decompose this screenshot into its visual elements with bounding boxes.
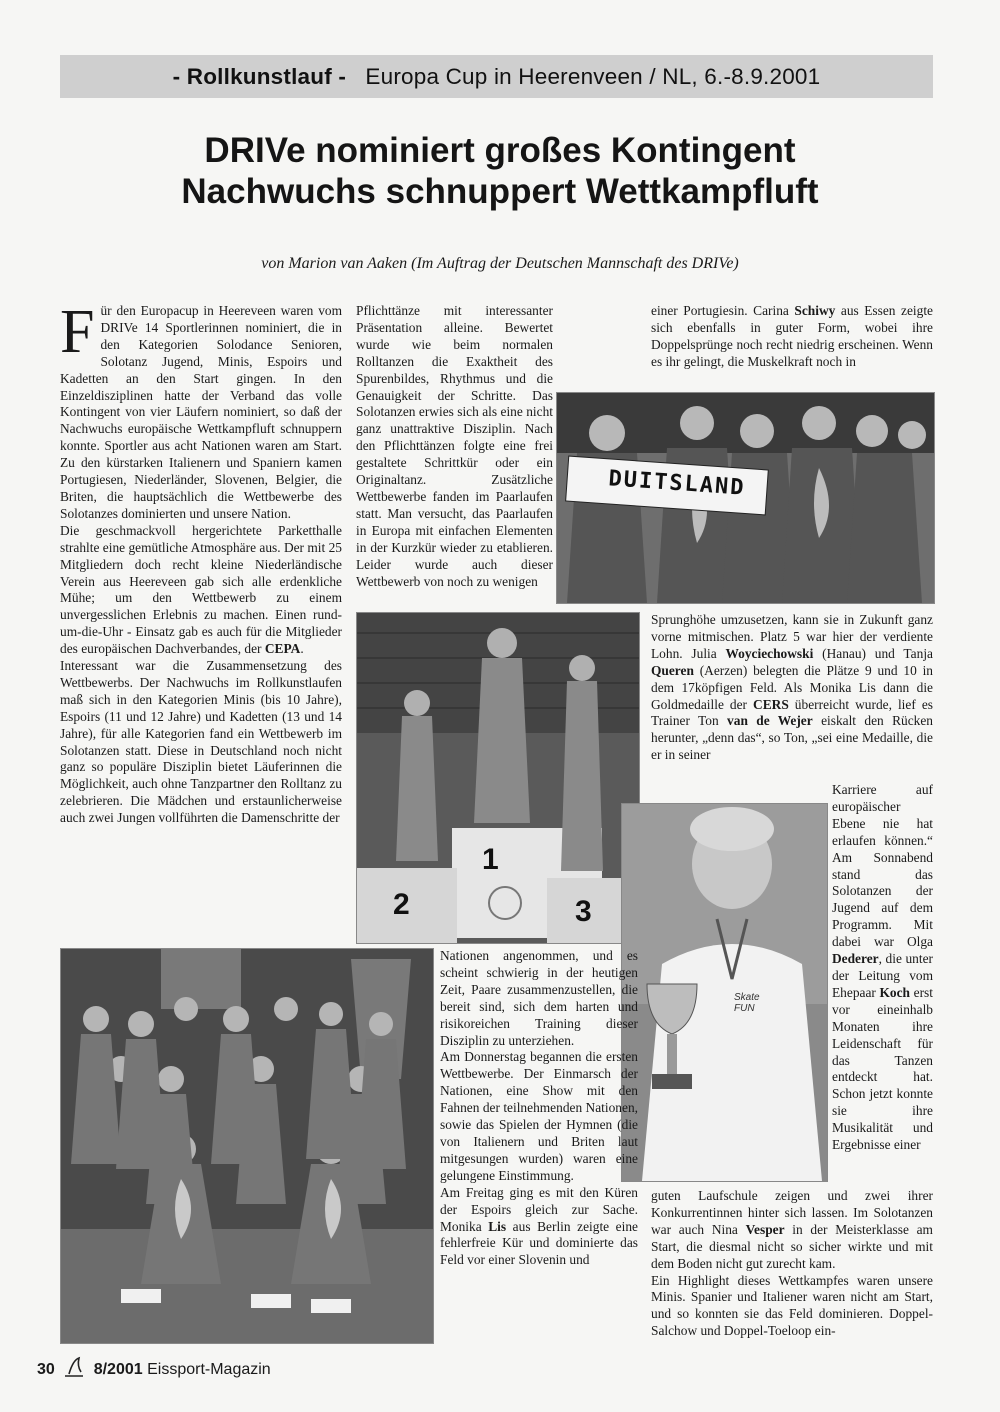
col2-p3a: Am Freitag ging es mit den Küren der Espoirs gleich zur Sache. Monika	[440, 1184, 638, 1234]
cers-bold: CERS	[753, 696, 789, 712]
column-3-top	[651, 303, 933, 371]
column-1	[60, 298, 342, 827]
headline	[40, 130, 960, 212]
col1-text-2: Die geschmackvoll hergerichtete Parketthalle strahlte eine gemütliche Atmosphäre aus. Der mit 25 Mitgliedern doch recht kleine Niederländische Verein aus Heereveen gab sich alle erdenkliche Mühe; um den Wettbewerb zu einem unvergesslichen Erlebnis zu machen. Einen rund-um-die-Uhr - Einsatz gab es auch für die Mitglieder des europäischen Dachverbandes, der	[60, 522, 342, 657]
col3-narrow-c: , die unter der Leitung vom Ehepaar	[832, 951, 933, 1000]
name-lis: Lis	[488, 1218, 507, 1234]
column-3-narrow	[832, 782, 933, 1154]
skater-logo-icon	[61, 1356, 87, 1378]
col3-bottom-paragraph-2: Ein Highlight dieses Wettkampfes waren unsere Minis. Spanier und Italiener waren nicht am Start, und so konnten sie das Feld dominieren. Doppel-Salchow und Doppel-Toeloop ein-	[651, 1272, 933, 1339]
jacket-text: Skate FUN	[734, 992, 760, 1014]
podium-number-1: 1	[482, 843, 499, 876]
col3-top-a: einer Portugiesin. Carina	[651, 303, 795, 318]
name-woyciechowski: Woyciechowski	[725, 645, 814, 661]
trophy-photo-image	[622, 804, 827, 1181]
col2-p3c: aus Berlin zeigte eine fehlerfreie Kür und dominierte das Feld vor einer Slovenin und	[440, 1218, 638, 1268]
name-van-de-wejer: van de Wejer	[727, 713, 813, 729]
column-2-bottom	[440, 948, 638, 1269]
col3-mid-text	[651, 612, 933, 764]
col3-bottom-c: in der Meisterklasse am Start, die diesmal nicht so sicher wirkte und mit dem Boden nicht gut zurecht kam.	[651, 1221, 933, 1271]
col3-narrow-e: erst vor eineinhalb Monaten ihre Leidenschaft für das Tanzen entdeckt hat. Schon jetzt konnte sie ihre Musikalität und Ergebnisse einer	[832, 984, 933, 1153]
team-photo	[556, 392, 935, 604]
podium-number-2: 2	[393, 888, 410, 921]
section-label: - Rollkunstlauf -	[172, 64, 347, 89]
headline-line-2: Nachwuchs schnuppert Wettkampfluft	[181, 172, 819, 211]
byline: von Marion van Aaken (Im Auftrag der Deutschen Mannschaft des DRIVe)	[261, 255, 739, 272]
name-koch: Koch	[879, 984, 911, 1000]
col3-top-text	[651, 303, 933, 371]
column-3-middle	[651, 612, 933, 764]
col3-narrow-a: Karriere auf europäischer Ebene nie hat erlaufen können.“ Am Sonnabend stand das Solotanzen der Jugend auf dem Programm. Mit dabei war Olga	[832, 782, 933, 950]
event-label: Europa Cup in Heerenveen / NL, 6.-8.9.2001	[365, 64, 821, 89]
name-vesper: Vesper	[745, 1221, 785, 1237]
name-schiwy: Schiwy	[794, 303, 836, 318]
col2-bottom-paragraph-1: Nationen angenommen, und es scheint schwierig in der heutigen Zeit, Paare zusammenzustellen, die bereit sind, sich dem harten und risikoreichen Training dieser Disziplin zu unterziehen.	[440, 948, 638, 1048]
section-banner	[60, 55, 933, 98]
podium-photo	[356, 612, 640, 944]
col3-bottom-a: guten Laufschule zeigen und zwei ihrer Konkurrentinnen hinter sich lassen. Im Solotanzen war auch Nina	[651, 1188, 933, 1237]
col3-mid-a: Sprunghöhe umzusetzen, kann sie in Zukunft ganz vorne mitmischen. Platz 5 war hier der verdiente Lohn. Julia	[651, 612, 933, 661]
col3-bottom-text	[651, 1188, 933, 1273]
col1-paragraph-2	[60, 523, 342, 658]
cepa-bold: CEPA	[264, 641, 301, 657]
col1-text-1: ür den Europacup in Heereveen waren vom DRIVe 14 Sportlerinnen nominiert, die in den Kategorien Solodance Senioren, Solotanz Jugend, Minis, Espoirs und Kadetten an den Start gingen. In den Einzeldisziplinen hatte der Verband das volle Kontingent von vier Läufern nominiert, so daß der Nachwuchs europäische Wettkampfluft schnuppern konnte. Sportler aus acht Nationen waren am Start. Zu den kürstarken Italienern und Spaniern kamen Portugiesen, Niederländer, Slovenen, Belgier, die Briten, die hauptsächlich die Wettbewerbe des Solotanzes dominierten und unsere Nation.	[60, 303, 342, 521]
col3-mid-i: eiskalt den Rücken herunter, „denn das“, so Ton, „sei eine Medaille, die er in seiner	[651, 713, 933, 763]
page-footer	[37, 1356, 297, 1379]
col3-top-c: aus Essen zeigte sich ebenfalls in guter Form, wobei ihre Doppelsprünge noch recht niedrig erscheinen. Wenn es ihr gelingt, die Muskelkraft noch in	[651, 303, 933, 369]
issue-number: 8/2001	[93, 1361, 143, 1378]
column-3-bottom	[651, 1188, 933, 1340]
magazine-name: Eissport-Magazin	[147, 1361, 271, 1378]
col1-text-2-end: .	[300, 641, 304, 657]
col3-narrow-text	[832, 782, 933, 1154]
group-photo-image	[61, 949, 433, 1343]
col3-mid-e: (Aerzen) belegten die Plätze 9 und 10 in dem 17köpfigen Feld. Als Monika Lis dann die Goldmedaille der	[651, 662, 933, 712]
col2-bottom-paragraph-3	[440, 1185, 638, 1270]
col3-mid-c: (Hanau) und Tanja	[813, 645, 933, 661]
col2-top-text: Pflichttänze mit interessanter Präsentation alleine. Bewertet wurde wie beim normalen Rolltanzen die Exaktheit des Spurenbildes, Rhythmus und die Genauigkeit der Schritte. Das Solotanzen erwies sich als eine nicht ganz unattraktive Disziplin. Nach den Pflichttänzen folgte eine frei gestaltete Schrittkür oder ein Originaltanz. Zusätzliche Wettbewerbe fanden im Paarlaufen statt. Man versucht, das Paarlaufen in Europa mit einfachen Elementen in der Kurzkür wieder zu etablieren. Leider wurde auch dieser Wettbewerb von noch zu wenigen	[356, 303, 553, 589]
col2-bottom-paragraph-2: Am Donnerstag begannen die ersten Wettbewerbe. Der Einmarsch der Nationen, eine Show mit den Fahnen der teilnehmenden Nationen, sowie das Spielen der Hymnen (die von Italienern und Briten laut mitgesungen wurden) waren eine gelungene Einstimmung.	[440, 1049, 638, 1183]
headline-line-1: DRIVe nominiert großes Kontingent	[204, 131, 796, 170]
col3-mid-g: überreicht wurde, lief es Trainer Ton	[651, 696, 933, 729]
duitsland-sign: DUITSLAND	[607, 466, 747, 501]
col1-paragraph-3: Interessant war die Zusammensetzung des Wettbewerbs. Der Nachwuchs im Rollkunstlaufen maß sich in den Kategorien Minis (bis 10 Jahre), Espoirs (11 und 12 Jahre) und Kadetten (13 und 14 Jahre), für alle Kategorien fand ein Wettbewerb im Solotanzen statt. Diese in Deutschland noch nicht ganz so populäre Disziplin bietet Läuferinnen die Möglichkeit, auch ohne Tanzpartner den Rolltanz zu zelebrieren. Die Mädchen und erstaunlicherweise auch zwei Jungen vollführten die Damenschritte der	[60, 658, 342, 826]
name-dederer: Dederer	[832, 951, 879, 967]
page-number: 30	[37, 1361, 55, 1378]
podium-number-3: 3	[575, 895, 592, 928]
drop-cap: F	[60, 298, 95, 366]
col1-paragraph-1	[60, 298, 342, 523]
group-photo	[60, 948, 434, 1344]
trophy-photo	[621, 803, 828, 1182]
name-queren: Queren	[651, 662, 694, 678]
